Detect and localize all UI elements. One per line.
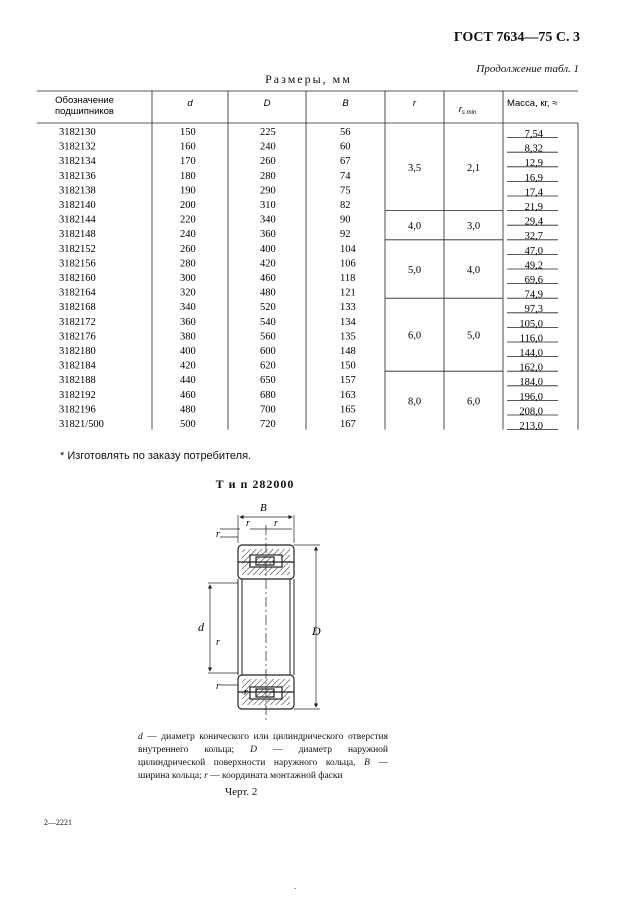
row-D: 340 xyxy=(260,214,276,226)
row-designation: 3182140 xyxy=(59,200,96,211)
row-D: 480 xyxy=(260,287,276,299)
dim-label-r-bottom-inner: r xyxy=(244,687,248,698)
dim-label-r-top-left: r xyxy=(246,518,250,529)
row-B: 167 xyxy=(340,419,356,430)
row-d: 420 xyxy=(180,360,196,372)
row-mass: 69,6 xyxy=(524,275,543,286)
row-d: 320 xyxy=(180,287,196,299)
row-designation: 3182164 xyxy=(59,287,96,299)
row-d: 220 xyxy=(180,214,196,226)
row-D: 540 xyxy=(260,316,276,328)
footnote: * Изготовлять по заказу потребителя. xyxy=(60,450,252,462)
header-rs-subscript: s min xyxy=(461,110,477,116)
legend-r-text: — координата монтажной фаски xyxy=(207,771,343,781)
row-mass: 21,9 xyxy=(524,202,543,213)
header-designation: Обозначение xyxy=(55,95,114,106)
row-designation: 3182160 xyxy=(59,273,96,284)
document-code: ГОСТ 7634—75 С. 3 xyxy=(453,30,580,45)
row-D: 260 xyxy=(260,156,276,168)
dim-label-r-top-right: r xyxy=(274,518,278,529)
row-mass: 32,7 xyxy=(524,231,543,243)
row-d: 170 xyxy=(180,156,196,168)
row-d: 380 xyxy=(180,331,196,343)
dim-label-D: D xyxy=(312,624,321,638)
header-mass: Масса, кг, ≈ xyxy=(507,98,558,109)
row-mass: 12,9 xyxy=(524,158,543,170)
row-designation: 3182192 xyxy=(59,389,96,401)
row-d: 500 xyxy=(180,419,196,430)
legend-B-text: — ширина кольца; xyxy=(138,758,389,781)
row-D: 400 xyxy=(260,243,276,255)
row-d: 340 xyxy=(180,302,196,314)
header-B: B xyxy=(342,98,349,109)
row-designation: 3182156 xyxy=(59,258,96,270)
row-d: 180 xyxy=(180,170,196,182)
row-d: 440 xyxy=(180,375,196,387)
row-designation: 3182134 xyxy=(59,156,96,168)
row-B: 92 xyxy=(340,229,351,241)
group-rs: 5,0 xyxy=(466,330,481,342)
group-r: 5,0 xyxy=(407,265,422,276)
row-mass: 213,0 xyxy=(519,421,543,432)
bottom-dot: . xyxy=(294,882,296,891)
header-D: D xyxy=(263,98,271,109)
row-B: 74 xyxy=(340,170,351,182)
row-d: 280 xyxy=(180,258,196,270)
legend-D-symbol: D xyxy=(250,745,258,755)
dim-label-r-left: r xyxy=(216,529,220,540)
row-mass: 144,0 xyxy=(519,348,543,359)
bearing-drawing xyxy=(180,495,340,725)
row-mass: 29,4 xyxy=(524,216,543,228)
row-B: 67 xyxy=(340,156,351,168)
row-d: 300 xyxy=(180,273,196,284)
row-designation: 3182180 xyxy=(59,346,96,357)
row-B: 75 xyxy=(340,185,351,197)
row-mass: 196,0 xyxy=(519,391,543,403)
header-designation-2: подшипников xyxy=(55,106,114,117)
row-designation: 3182176 xyxy=(59,331,96,343)
row-designation: 3182172 xyxy=(59,316,96,328)
row-mass: 116,0 xyxy=(519,333,543,345)
group-r: 4,0 xyxy=(407,221,422,233)
group-r: 8,0 xyxy=(407,396,422,408)
legend-d-symbol: d xyxy=(138,732,143,742)
row-mass: 97,3 xyxy=(524,304,543,316)
page-marker: 2—2221 xyxy=(44,818,72,827)
row-B: 148 xyxy=(340,346,356,357)
row-d: 160 xyxy=(180,141,196,153)
row-mass: 16,9 xyxy=(524,172,543,184)
row-designation: 3182148 xyxy=(59,229,96,241)
row-B: 133 xyxy=(340,302,356,314)
row-d: 190 xyxy=(180,185,196,197)
legend-D-text: — диаметр наружной цилиндрической поверхности наружного кольца, xyxy=(138,745,388,768)
row-designation: 3182136 xyxy=(59,170,96,182)
row-D: 240 xyxy=(260,141,276,153)
figure-legend xyxy=(138,731,388,783)
row-mass: 184,0 xyxy=(519,377,543,389)
row-B: 104 xyxy=(340,243,356,255)
row-D: 700 xyxy=(260,404,276,416)
row-B: 163 xyxy=(340,389,356,401)
row-B: 60 xyxy=(340,141,351,153)
row-d: 200 xyxy=(180,200,196,211)
row-B: 118 xyxy=(340,273,356,284)
row-mass: 105,0 xyxy=(519,318,543,330)
group-rs: 6,0 xyxy=(466,396,481,408)
header-d: d xyxy=(187,98,193,109)
row-mass: 208,0 xyxy=(519,406,543,418)
row-D: 310 xyxy=(260,200,276,211)
legend-r-symbol: r xyxy=(204,771,208,781)
legend-d-text: — диаметр конического или цилиндрического отверстия внутреннего кольца; xyxy=(138,732,388,755)
row-designation: 3182130 xyxy=(59,127,96,138)
group-rs: 3,0 xyxy=(466,221,481,233)
header-r: r xyxy=(412,98,417,109)
row-mass: 49,2 xyxy=(524,260,543,272)
row-B: 56 xyxy=(340,127,351,138)
row-mass: 8,32 xyxy=(524,143,543,155)
row-designation: 3182152 xyxy=(59,243,96,255)
dim-label-r-bottom: r xyxy=(216,681,220,692)
row-D: 560 xyxy=(260,331,276,343)
row-designation: 3182184 xyxy=(59,360,96,372)
row-B: 135 xyxy=(340,331,356,343)
row-B: 165 xyxy=(340,404,356,416)
row-designation: 3182144 xyxy=(59,214,96,226)
row-D: 420 xyxy=(260,258,276,270)
legend-B-symbol: B xyxy=(364,758,370,768)
row-d: 480 xyxy=(180,404,196,416)
row-B: 106 xyxy=(340,258,356,270)
row-D: 520 xyxy=(260,302,276,314)
table-caption: Размеры, мм xyxy=(265,72,352,86)
row-D: 620 xyxy=(260,360,276,372)
row-B: 82 xyxy=(340,200,351,211)
row-mass: 162,0 xyxy=(519,362,543,374)
row-designation: 31821/500 xyxy=(59,419,104,430)
row-D: 600 xyxy=(260,346,276,357)
row-D: 460 xyxy=(260,273,276,284)
row-mass: 7,54 xyxy=(524,129,543,140)
row-d: 460 xyxy=(180,389,196,401)
dimensions-table xyxy=(0,0,617,450)
group-r: 3,5 xyxy=(407,162,422,174)
row-designation: 3182188 xyxy=(59,375,96,387)
table-continuation-note: Продолжение табл. 1 xyxy=(476,63,579,75)
dim-label-d: d xyxy=(198,620,204,634)
group-r: 6,0 xyxy=(407,330,422,342)
row-mass: 47,0 xyxy=(524,245,543,257)
row-D: 280 xyxy=(260,170,276,182)
row-D: 290 xyxy=(260,185,276,197)
row-D: 360 xyxy=(260,229,276,241)
header-rs: $r_{s min}$ xyxy=(458,104,477,116)
row-B: 90 xyxy=(340,214,351,226)
group-rs: 4,0 xyxy=(466,265,481,276)
row-D: 650 xyxy=(260,375,276,387)
row-B: 150 xyxy=(340,360,356,372)
row-d: 260 xyxy=(180,243,196,255)
row-d: 150 xyxy=(180,127,196,138)
row-mass: 74,9 xyxy=(524,289,543,301)
row-B: 134 xyxy=(340,316,356,328)
dim-label-r-mid: r xyxy=(216,637,220,648)
row-designation: 3182138 xyxy=(59,185,96,197)
row-designation: 3182196 xyxy=(59,404,96,416)
row-mass: 17,4 xyxy=(524,187,543,199)
figure-caption: Черт. 2 xyxy=(225,786,258,798)
row-D: 225 xyxy=(260,127,276,138)
type-title: Т и п 282000 xyxy=(215,477,295,491)
row-d: 240 xyxy=(180,229,196,241)
row-D: 720 xyxy=(260,419,276,430)
dim-label-B: B xyxy=(260,502,267,514)
row-d: 400 xyxy=(180,346,196,357)
row-designation: 3182168 xyxy=(59,302,96,314)
row-designation: 3182132 xyxy=(59,141,96,153)
row-B: 157 xyxy=(340,375,356,387)
row-D: 680 xyxy=(260,389,276,401)
row-B: 121 xyxy=(340,287,356,299)
group-rs: 2,1 xyxy=(466,162,481,174)
row-d: 360 xyxy=(180,316,196,328)
